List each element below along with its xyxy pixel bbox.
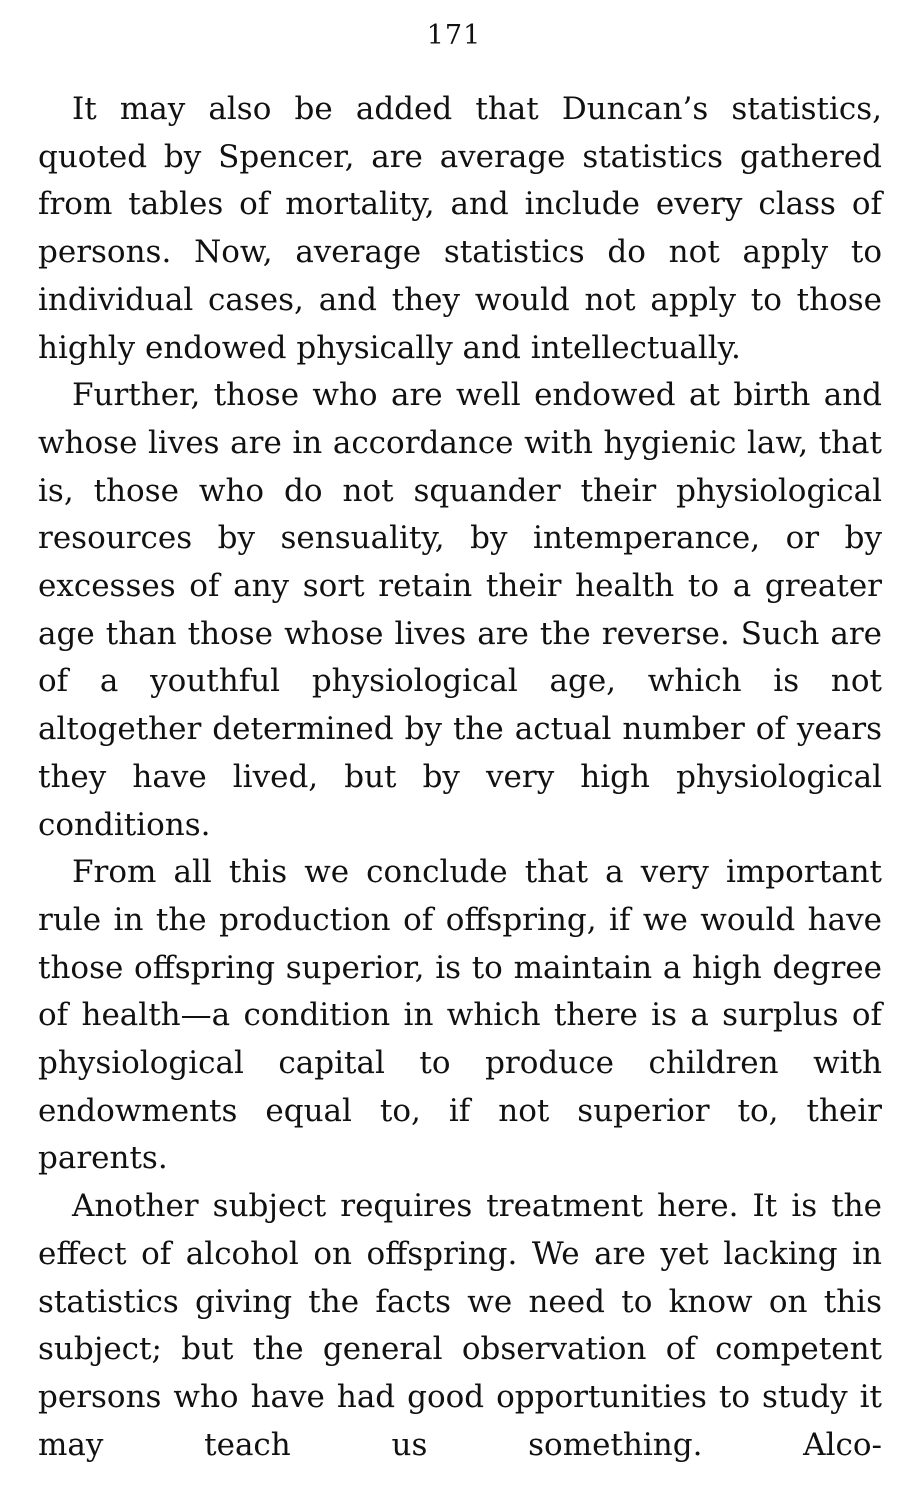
body-text [38, 86, 882, 1469]
paragraph-alcohol-offspring: Another subject requires treatment here. It is the effect of alcohol on offspring. We are yet lacking in statistics giving the facts we need to know on this subject; but the general observation of competent persons who have had good opportunities to study it may teach us something. Alco- [38, 1188, 882, 1463]
page-number: 171 [426, 20, 482, 51]
paragraph-duncan-statistics: It may also be added that Duncan’s statistics, quoted by Spencer, are average statistics gathered from tables of mortality, and include every class of persons. Now, average statistics do not apply to individual cases, and they would not apply to those highly endowed physically and intellectually. [38, 91, 882, 366]
paragraph-conclusion-health: From all this we conclude that a very important rule in the production of offspring, if we would have those offspring superior, is to maintain a high degree of health—a condition in which there is a surplus of physiological capital to produce children with endowments equal to, if not superior to, their parents. [38, 854, 882, 1177]
paragraph-well-endowed: Further, those who are well endowed at birth and whose lives are in accordance with hygienic law, that is, those who do not squander their physiological resources by sensuality, by intemperance, or by excesses of any sort retain their health to a greater age than those whose lives are the reverse. Such are of a youthful physiological age, which is not altogether determined by the actual number of years they have lived, but by very high physiological conditions. [38, 377, 882, 843]
